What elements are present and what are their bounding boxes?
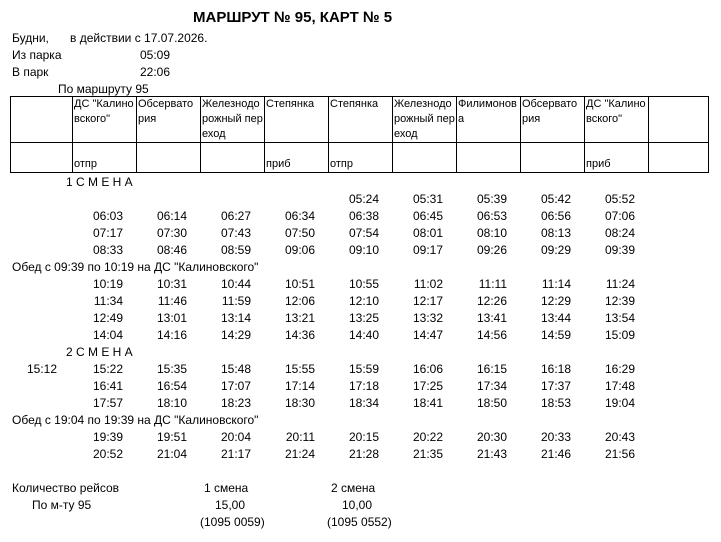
time-cell: 18:53 [540,396,571,410]
time-cell: 21:46 [540,447,571,461]
stop-mark: отпр [73,143,137,173]
time-cell: 15:35 [156,362,187,376]
time-cell: 12:49 [92,311,123,325]
time-cell: 17:48 [604,379,635,393]
depart-label: Из парка [12,48,62,62]
time-cell: 18:41 [412,396,443,410]
time-cell: 13:54 [604,311,635,325]
summary-route-label: По м-ту 95 [32,498,92,512]
time-cell: 09:17 [412,243,443,257]
stop-mark: отпр [329,143,393,173]
page-title: МАРШРУТ № 95, КАРТ № 5 [193,9,393,26]
time-cell: 07:30 [156,226,187,240]
time-cell: 21:28 [348,447,379,461]
time-cell: 14:36 [284,328,315,342]
time-cell: 20:11 [285,430,315,444]
stop-mark [649,143,709,173]
time-cell: 18:10 [156,396,187,410]
header-blank [11,97,73,143]
time-cell: 06:03 [92,209,123,223]
time-cell: 12:17 [412,294,443,308]
time-cell: 14:04 [92,328,123,342]
time-cell: 14:29 [220,328,251,342]
return-label: В парк [12,65,49,79]
time-cell: 12:26 [476,294,507,308]
time-cell: 15:55 [284,362,315,376]
time-cell: 16:54 [156,379,187,393]
time-cell: 13:41 [476,311,507,325]
stop-name: Степянка [329,97,393,143]
time-cell: 07:06 [604,209,635,223]
time-cell: 06:56 [540,209,571,223]
time-cell: 14:47 [412,328,443,342]
summary-shift-2: 2 смена [331,481,376,495]
time-cell: 20:52 [92,447,123,461]
summary-shift-1-code: (1095 0059) [200,515,265,529]
time-cell: 16:29 [604,362,635,376]
time-cell: 06:14 [156,209,187,223]
time-cell: 20:30 [476,430,507,444]
time-cell: 15:48 [220,362,251,376]
time-cell: 15:09 [604,328,635,342]
shift-2-label: 2 С М Е Н А [66,345,133,359]
time-cell: 18:34 [348,396,379,410]
time-cell: 16:41 [92,379,123,393]
time-cell: 10:44 [220,277,251,291]
time-cell: 12:06 [284,294,315,308]
time-cell: 10:31 [156,277,187,291]
time-cell: 17:14 [284,379,315,393]
time-cell: 06:45 [412,209,443,223]
time-cell: 11:11 [478,277,507,291]
time-cell: 09:10 [348,243,379,257]
route-label: По маршруту 95 [58,82,149,96]
stop-mark [521,143,585,173]
time-cell: 09:39 [604,243,635,257]
time-cell: 13:14 [220,311,251,325]
time-cell: 18:23 [220,396,251,410]
time-cell: 05:39 [476,192,507,206]
stop-name: ДС "Калиновского" [73,97,137,143]
time-cell: 11:46 [157,294,187,308]
time-cell: 06:53 [476,209,507,223]
time-cell: 15:59 [348,362,379,376]
time-cell: 20:43 [604,430,635,444]
stop-name: Степянка [265,97,329,143]
header-blank [11,143,73,173]
time-cell: 14:16 [156,328,187,342]
time-cell: 06:27 [220,209,251,223]
effective-date: в действии с 17.07.2026. [70,31,208,45]
time-cell: 08:59 [220,243,251,257]
time-cell: 05:24 [348,192,379,206]
time-cell: 07:50 [284,226,315,240]
stop-mark [137,143,201,173]
time-cell: 08:46 [156,243,187,257]
prelim-time: 15:12 [27,362,58,376]
stop-mark [201,143,265,173]
time-cell: 11:14 [541,277,571,291]
time-cell: 06:34 [284,209,315,223]
time-cell: 21:24 [284,447,315,461]
time-cell: 07:54 [348,226,379,240]
time-cell: 20:33 [540,430,571,444]
time-cell: 10:55 [348,277,379,291]
time-cell: 12:10 [348,294,379,308]
time-cell: 10:19 [92,277,123,291]
time-cell: 07:17 [92,226,123,240]
time-cell: 19:51 [156,430,187,444]
time-cell: 18:50 [476,396,507,410]
time-cell: 12:39 [604,294,635,308]
time-cell: 08:33 [92,243,123,257]
time-cell: 08:01 [412,226,443,240]
stop-mark [457,143,521,173]
time-cell: 17:18 [348,379,379,393]
time-cell: 17:25 [412,379,443,393]
time-cell: 11:59 [221,294,251,308]
time-cell: 21:35 [412,447,443,461]
time-cell: 11:02 [413,277,443,291]
summary-shift-2-code: (1095 0552) [327,515,392,529]
stop-name [649,97,709,143]
time-cell: 13:21 [284,311,315,325]
time-cell: 05:31 [412,192,443,206]
time-cell: 08:24 [604,226,635,240]
time-cell: 21:43 [476,447,507,461]
lunch-2: Обед с 19:04 по 19:39 на ДС "Калиновского" [12,413,259,427]
time-cell: 06:38 [348,209,379,223]
stop-name: Обсерватория [137,97,201,143]
time-cell: 09:26 [476,243,507,257]
time-cell: 09:29 [540,243,571,257]
time-cell: 10:51 [284,277,315,291]
stops-header-table [10,96,709,173]
time-cell: 19:39 [92,430,123,444]
time-cell: 18:30 [284,396,315,410]
time-cell: 16:06 [412,362,443,376]
time-cell: 21:17 [220,447,251,461]
time-cell: 20:15 [348,430,379,444]
time-cell: 14:59 [540,328,571,342]
time-cell: 05:52 [604,192,635,206]
time-cell: 08:13 [540,226,571,240]
depart-time: 05:09 [140,48,171,62]
return-time: 22:06 [140,65,171,79]
time-cell: 13:01 [156,311,187,325]
time-cell: 13:32 [412,311,443,325]
time-cell: 21:56 [604,447,635,461]
summary-shift-1-value: 15,00 [215,498,246,512]
time-cell: 20:22 [412,430,443,444]
time-cell: 12:29 [540,294,571,308]
time-cell: 19:04 [604,396,635,410]
shift-1-label: 1 С М Е Н А [66,175,133,189]
time-cell: 11:34 [93,294,123,308]
stop-name: Обсерватория [521,97,585,143]
time-cell: 20:04 [220,430,251,444]
day-type: Будни, [12,31,49,45]
stop-name: ДС "Калиновского" [585,97,649,143]
time-cell: 21:04 [156,447,187,461]
summary-shift-1: 1 смена [204,481,249,495]
stop-mark: приб [265,143,329,173]
stop-name: Железнодорожный переход [201,97,265,143]
time-cell: 14:40 [348,328,379,342]
time-cell: 08:10 [476,226,507,240]
time-cell: 17:07 [220,379,251,393]
trip-count-label: Количество рейсов [12,481,120,495]
time-cell: 07:43 [220,226,251,240]
time-cell: 05:42 [540,192,571,206]
time-cell: 13:25 [348,311,379,325]
time-cell: 14:56 [476,328,507,342]
time-cell: 17:37 [540,379,571,393]
time-cell: 09:06 [284,243,315,257]
stop-name: Железнодорожный переход [393,97,457,143]
time-cell: 17:57 [92,396,123,410]
lunch-1: Обед с 09:39 по 10:19 на ДС "Калиновского" [12,260,259,274]
time-cell: 13:44 [540,311,571,325]
time-cell: 16:18 [540,362,571,376]
time-cell: 17:34 [476,379,507,393]
time-cell: 11:24 [605,277,635,291]
summary-shift-2-value: 10,00 [342,498,373,512]
stop-mark: приб [585,143,649,173]
stop-mark [393,143,457,173]
time-cell: 16:15 [476,362,507,376]
stop-name: Филимонова [457,97,521,143]
time-cell: 15:22 [92,362,123,376]
